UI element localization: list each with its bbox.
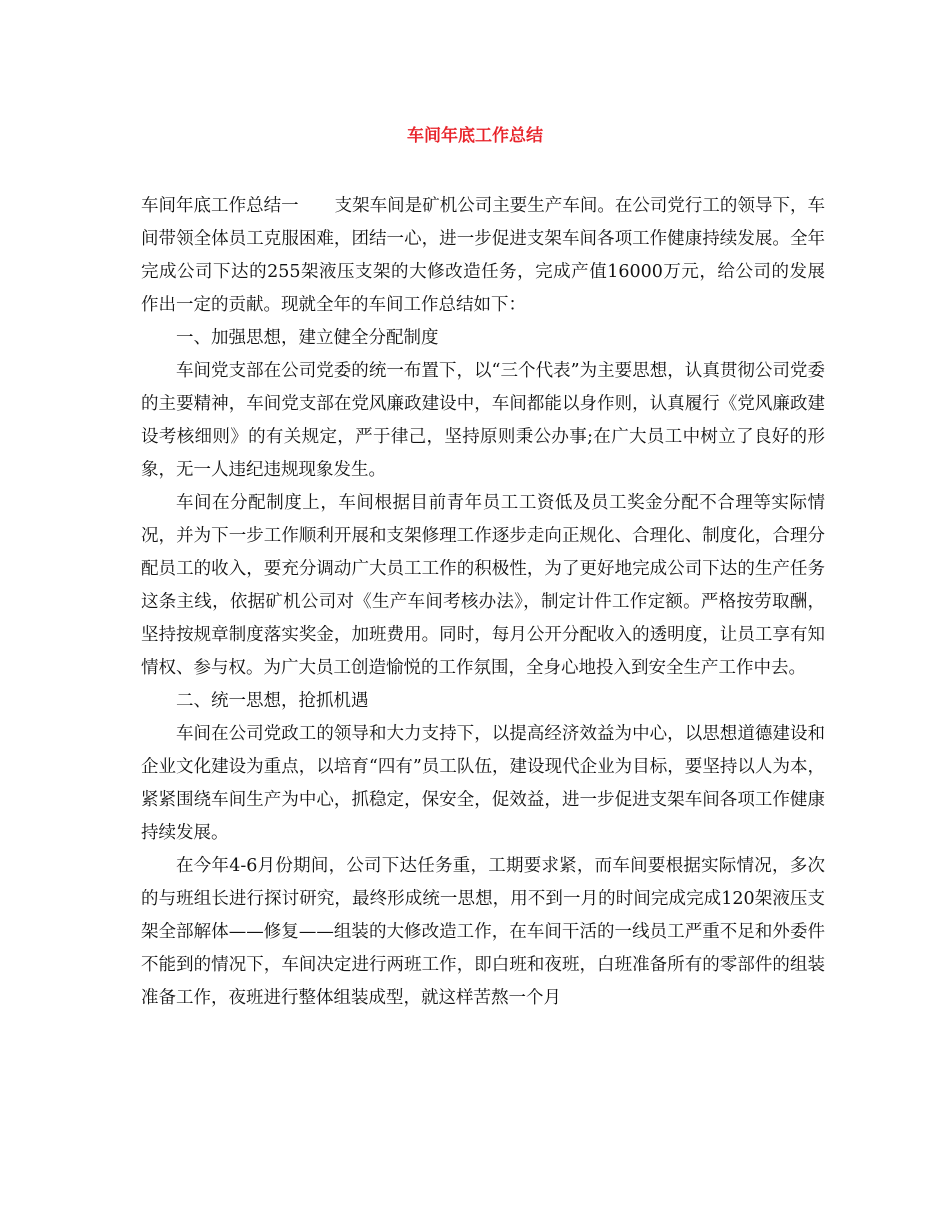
- document-title: 车间年底工作总结: [407, 126, 543, 146]
- intro-lead: 车间年底工作总结一: [141, 196, 299, 216]
- section-1-paragraph-1: 车间党支部在公司党委的统一布置下，以“三个代表”为主要思想，认真贯彻公司党委的主要精神，车间党支部在党风廉政建设中，车间都能以身作则，认真履行《党风廉政建设考核细则》的有关规定，严于律己，坚持原则秉公办事;在广大员工中树立了良好的形象，无一人违纪违规现象发生。: [141, 361, 825, 480]
- section-2-paragraph-1: 车间在公司党政工的领导和大力支持下，以提高经济效益为中心，以思想道德建设和企业文化建设为重点，以培育“四有”员工队伍，建设现代企业为目标，要坚持以人为本，紧紧围绕车间生产为中心，抓稳定，保安全，促效益，进一步促进支架车间各项工作健康持续发展。: [141, 724, 825, 843]
- section-2-paragraph-2: 在今年4-6月份期间，公司下达任务重，工期要求紧，而车间要根据实际情况，多次的与班组长进行探讨研究，最终形成统一思想，用不到一月的时间完成完成120架液压支架全部解体——修复——组装的大修改造工作，在车间干活的一线员工严重不足和外委件不能到的情况下，车间决定进行两班工作，即白班和夜班，白班准备所有的零部件的组装准备工作，夜班进行整体组装成型，就这样苦熬一个月: [141, 856, 825, 1008]
- section-1-paragraph-2: 车间在分配制度上，车间根据目前青年员工工资低及员工奖金分配不合理等实际情况，并为下一步工作顺利开展和支架修理工作逐步走向正规化、合理化、制度化，合理分配员工的收入，要充分调动广大员工工作的积极性，为了更好地完成公司下达的生产任务这条主线，依据矿机公司对《生产车间考核办法》，制定计件工作定额。严格按劳取酬，坚持按规章制度落实奖金，加班费用。同时，每月公开分配收入的透明度，让员工享有知情权、参与权。为广大员工创造愉悦的工作氛围，全身心地投入到安全生产工作中去。: [141, 493, 825, 678]
- intro-text: 支架车间是矿机公司主要生产车间。在公司党行工的领导下，车间带领全体员工克服困难，团结一心，进一步促进支架车间各项工作健康持续发展。全年完成公司下达的255架液压支架的大修改造任务，完成产值16000万元，给公司的发展作出一定的贡献。现就全年的车间工作总结如下：: [141, 196, 826, 315]
- section-heading-1: 一、加强思想，建立健全分配制度: [176, 328, 439, 348]
- intro-paragraph: [141, 190, 825, 322]
- section-heading-2: 二、统一思想，抢抓机遇: [176, 691, 369, 711]
- document-body: [141, 190, 825, 1015]
